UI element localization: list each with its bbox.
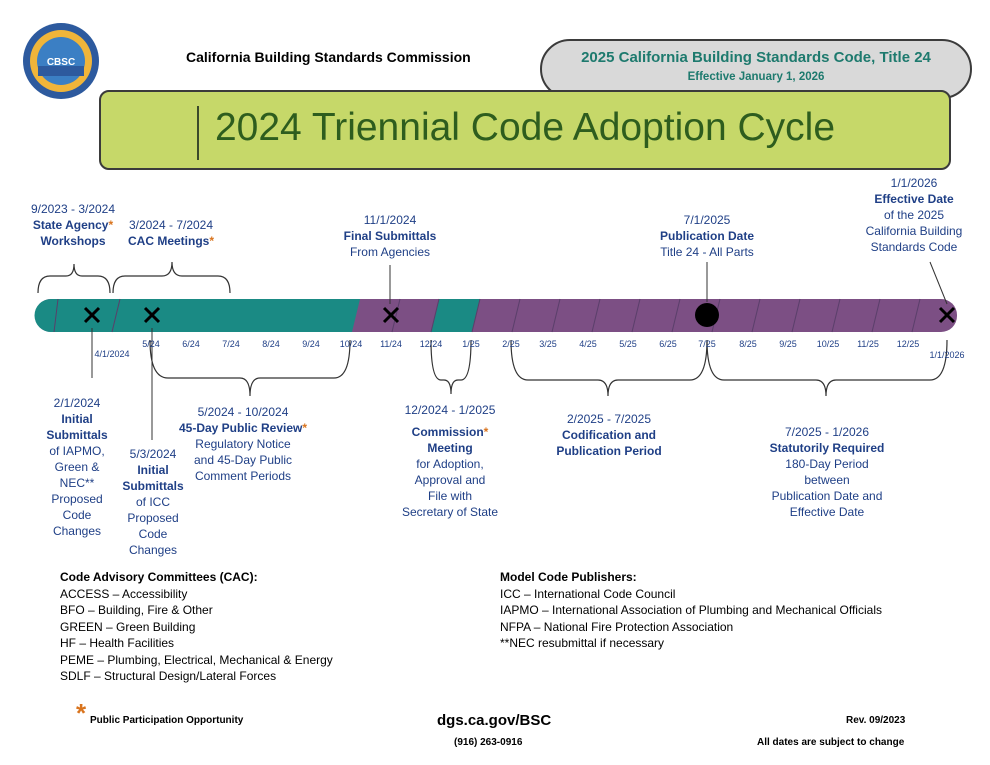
participation-star: * [209, 234, 214, 248]
seal-text: CBSC [46, 57, 76, 68]
tick-label: 6/24 [182, 339, 200, 349]
initial1-line: Proposed [51, 492, 103, 506]
review-line: and 45-Day Public [193, 453, 293, 467]
effective-line: Standards Code [870, 240, 958, 254]
initial1-line: NEC** [59, 476, 95, 490]
commission-line: File with [427, 489, 472, 503]
initial2-title: Initial [137, 463, 169, 477]
commission-line: Secretary of State [401, 505, 499, 519]
statutory-line: Effective Date [789, 505, 865, 519]
label-statutory-period [752, 424, 902, 520]
statutory-dates: 7/2025 - 1/2026 [784, 425, 870, 439]
cac-dates: 3/2024 - 7/2024 [128, 218, 214, 232]
phone-number: (916) 263-0916 [454, 737, 523, 748]
organization-name: California Building Standards Commission [186, 49, 471, 65]
statutory-line: between [804, 473, 850, 487]
legend-item: **NEC resubmittal if necessary [500, 636, 665, 650]
workshops-dates: 9/2023 - 3/2024 [30, 202, 116, 216]
tick-label: 4/1/2024 [94, 349, 130, 359]
tick-label: 4/25 [579, 339, 597, 349]
initial1-title: Initial [61, 412, 93, 426]
tick-label: 3/25 [539, 339, 557, 349]
legend-cac-heading: Code Advisory Committees (CAC): [60, 570, 258, 584]
legend-item: IAPMO – International Association of Plumbing and Mechanical Officials [500, 603, 882, 617]
tick-label: 7/24 [222, 339, 240, 349]
effective-line: of the 2025 [883, 208, 945, 222]
tick-label: 5/25 [619, 339, 637, 349]
initial1-line: Changes [52, 524, 102, 538]
brackets-above [38, 262, 230, 293]
tick-label: 12/24 [419, 339, 443, 349]
tick-label: 9/24 [302, 339, 320, 349]
legend-item: ACCESS – Accessibility [60, 586, 188, 601]
commission-line: Approval and [414, 473, 486, 487]
disclaimer: All dates are subject to change [757, 737, 905, 748]
tick-label: 1/25 [462, 339, 480, 349]
legend-item: PEME – Plumbing, Electrical, Mechanical & Energy [60, 652, 333, 667]
tick-label: 9/25 [779, 339, 797, 349]
label-final-submittals [330, 212, 450, 260]
tick-label: 7/25 [698, 339, 716, 349]
final-date: 11/1/2024 [363, 213, 417, 227]
publication-sub: Title 24 - All Parts [660, 245, 754, 259]
effective-line: California Building [865, 224, 963, 238]
initial1-line: Green & [54, 460, 100, 474]
legend-publishers-heading: Model Code Publishers: [500, 570, 637, 584]
label-commission-meeting [390, 402, 510, 520]
initial1-line: of IAPMO, [49, 444, 105, 458]
codification-title: Codification and [562, 428, 656, 442]
cac-title: CAC Meetings [127, 234, 210, 248]
tick-labels [94, 339, 964, 360]
tick-label: 5/24 [142, 339, 160, 349]
tick-label: 8/25 [739, 339, 757, 349]
commission-title: Meeting [427, 441, 473, 455]
initial1-title: Submittals [46, 428, 108, 442]
commission-dates: 12/2024 - 1/2025 [404, 403, 496, 417]
review-title: 45-Day Public Review [178, 421, 303, 435]
timeline-bar [35, 299, 958, 332]
page-title: 2024 Triennial Code Adoption Cycle [214, 106, 836, 149]
tick-label: 8/24 [262, 339, 280, 349]
code-effective-date: Effective January 1, 2026 [687, 71, 825, 83]
initial1-line: Code [62, 508, 92, 522]
tick-label: 12/25 [896, 339, 920, 349]
codification-title: Publication Period [556, 444, 662, 458]
initial2-line: of ICC [135, 495, 170, 509]
initial2-line: Changes [128, 543, 178, 557]
review-dates: 5/2024 - 10/2024 [197, 405, 289, 419]
legend-item: ICC – International Code Council [500, 586, 676, 601]
codification-dates: 2/2025 - 7/2025 [566, 412, 652, 426]
review-line: Comment Periods [194, 469, 292, 483]
tick-label: 2/25 [502, 339, 520, 349]
label-codification [544, 411, 674, 459]
tick-label: 11/25 [857, 339, 879, 349]
participation-star: * [302, 421, 308, 435]
label-initial-submittals-iapmo [36, 395, 118, 539]
website-url: dgs.ca.gov/BSC [437, 712, 552, 729]
statutory-title: Statutorily Required [769, 441, 885, 455]
revision-date: Rev. 09/2023 [846, 715, 906, 726]
statutory-line: Publication Date and [771, 489, 883, 503]
publication-title: Publication Date [659, 229, 754, 243]
initial2-line: Proposed [127, 511, 179, 525]
legend-item: SDLF – Structural Design/Lateral Forces [60, 669, 277, 683]
participation-note: Public Participation Opportunity [90, 715, 244, 726]
statutory-line: 180-Day Period [785, 457, 869, 471]
initial2-date: 5/3/2024 [129, 447, 177, 461]
label-effective-date [852, 175, 976, 255]
commission-line: for Adoption, [416, 457, 484, 471]
tick-label: 6/25 [659, 339, 677, 349]
workshops-title: State Agency [32, 218, 109, 232]
final-sub: From Agencies [349, 245, 431, 259]
tick-label: 1/1/2026 [929, 350, 965, 360]
label-workshops [18, 201, 128, 249]
review-line: Regulatory Notice [195, 437, 291, 451]
publication-date: 7/1/2025 [683, 213, 731, 227]
label-publication-date [642, 212, 772, 260]
participation-star: * [108, 218, 114, 232]
legend-cac [60, 569, 333, 685]
label-cac-meetings [116, 217, 226, 249]
label-public-review [170, 404, 316, 484]
tick-label: 11/24 [380, 339, 402, 349]
tick-label: 10/24 [339, 339, 363, 349]
legend-publishers [500, 569, 882, 652]
workshops-sub: Workshops [40, 234, 106, 248]
code-title: 2025 California Building Standards Code, Title 24 [581, 49, 931, 66]
effective-date: 1/1/2026 [890, 176, 938, 190]
effective-title: Effective Date [874, 192, 954, 206]
participation-star: * [483, 425, 489, 439]
final-title: Final Submittals [343, 229, 437, 243]
initial1-date: 2/1/2024 [53, 396, 101, 410]
initial2-line: Code [138, 527, 168, 541]
participation-asterisk-icon: * [76, 698, 87, 728]
legend-item: GREEN – Green Building [60, 619, 196, 634]
initial2-title: Submittals [122, 479, 184, 493]
commission-title: Commission [411, 425, 484, 439]
tick-label: 10/25 [816, 339, 840, 349]
marker-publication-date [695, 303, 719, 327]
legend-item: HF – Health Facilities [60, 636, 175, 650]
legend-item: BFO – Building, Fire & Other [60, 603, 213, 617]
legend-item: NFPA – National Fire Protection Association [500, 619, 734, 634]
